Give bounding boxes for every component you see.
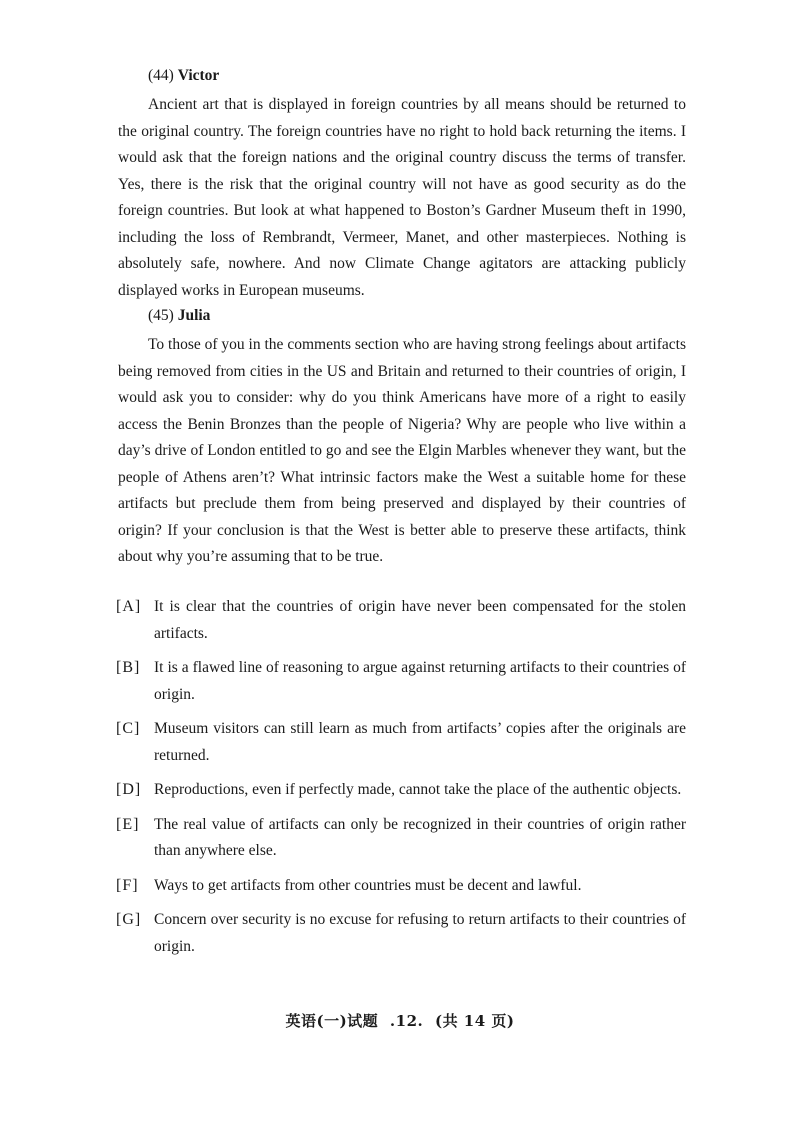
question-number: (44) <box>148 67 174 84</box>
option-letter: [E] <box>116 815 140 833</box>
commenter-name: Victor <box>177 67 220 84</box>
option-letter: [C] <box>116 720 141 737</box>
option-text: The real value of artifacts can only be recognized in their countries of origin rather than anywhere else. <box>154 815 686 859</box>
option-letter: [F] <box>116 876 139 894</box>
option-letter: [B] <box>116 659 141 676</box>
option-text: Concern over security is no excuse for refusing to return artifacts to their countries of origin. <box>154 911 686 955</box>
option-text: It is clear that the countries of origin have never been compensated for the stolen artifacts. <box>154 598 686 642</box>
option-letter: [A] <box>116 598 142 615</box>
option-g <box>116 907 686 960</box>
footer-total-pages: (共 14 页) <box>434 1012 515 1030</box>
option-d <box>116 777 686 804</box>
section-45-julia <box>118 306 686 571</box>
option-letter: [G] <box>116 911 142 928</box>
option-text: Museum visitors can still learn as much from artifacts’ copies after the originals are returned. <box>154 720 686 764</box>
option-a <box>116 594 686 647</box>
option-b <box>116 655 686 708</box>
comment-text: To those of you in the comments section who are having strong feelings about artifacts being removed from cities in the US and Britain and returned to their countries of origin, I would ask you to consider: why do you think Americans have more of a right to easily access the Benin Bronzes than the people of Nigeria? Why are people who live within a day’s drive of London entitled to go and see the Elgin Marbles whenever they want, but the people of Athens aren’t? What intrinsic factors make the West a suitable home for these artifacts but preclude them from being preserved and displayed by their countries of origin? If your conclusion is that the West is better able to preserve these artifacts, think about why you’re assuming that to be true. <box>118 336 686 565</box>
section-heading <box>148 306 686 326</box>
section-44-victor <box>118 66 686 304</box>
comment-text: Ancient art that is displayed in foreign countries by all means should be returned to the original country. The foreign countries have no right to hold back returning the items. I would ask that the foreign nations and the original country discuss the terms of transfer. Yes, there is the risk that the original country will not have as good security as do the foreign countries. But look at what happened to Boston’s Gardner Museum theft in 1990, including the loss of Rembrandt, Vermeer, Manet, and other masterpieces. Nothing is absolutely safe, nowhere. And now Climate Change agitators are attacking publicly displayed works in European museums. <box>118 96 686 299</box>
footer-subject: 英语(一)试题 <box>285 1012 379 1030</box>
question-number: (45) <box>148 307 174 324</box>
answer-options <box>116 594 686 968</box>
option-text: Ways to get artifacts from other countries must be decent and lawful. <box>154 876 582 894</box>
commenter-name: Julia <box>177 307 211 324</box>
option-text: Reproductions, even if perfectly made, cannot take the place of the authentic objects. <box>154 781 682 798</box>
option-f <box>116 873 686 900</box>
option-e <box>116 812 686 865</box>
section-heading <box>148 66 686 86</box>
option-text: It is a flawed line of reasoning to argue against returning artifacts to their countries of origin. <box>154 659 686 703</box>
option-c <box>116 716 686 769</box>
option-letter: [D] <box>116 781 142 798</box>
footer-page-number: .12. <box>389 1012 424 1030</box>
page-footer <box>0 1010 800 1031</box>
